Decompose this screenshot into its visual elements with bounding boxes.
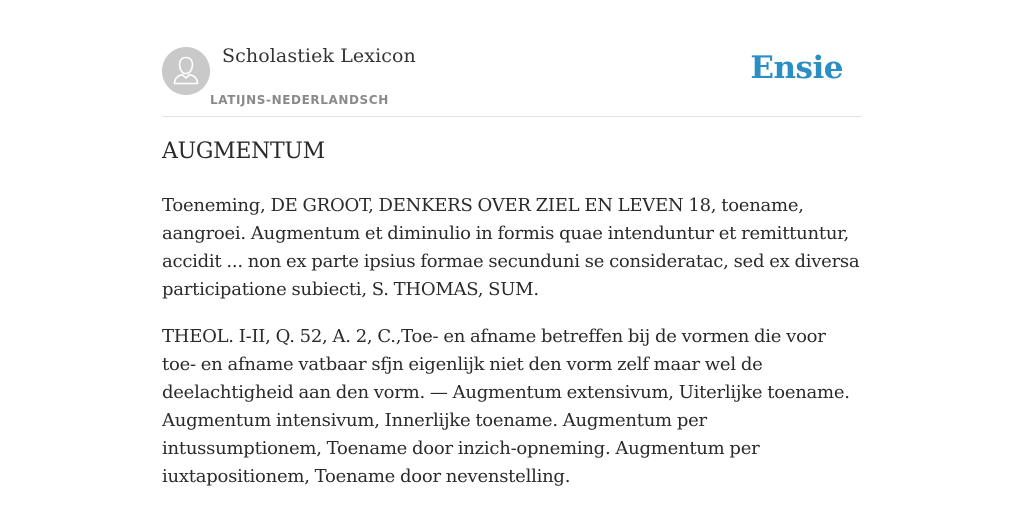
entry-paragraph: Toeneming, DE GROOT, DENKERS OVER ZIEL EN LEVEN 18, toename, aangroei. Augmentum et diminulio in formis quae intenduntur et remittuntur, accidit ... non ex parte ipsius formae secunduni se consideratac, sed ex diversa participatione subiecti, S. THOMAS, SUM.	[162, 195, 860, 300]
ensie-logo[interactable]: Ensie	[750, 50, 843, 86]
avatar[interactable]	[162, 47, 210, 95]
author-name[interactable]: Scholastiek Lexicon	[222, 45, 416, 67]
entry-paragraph: THEOL. I-II, Q. 52, A. 2, C.,Toe- en afname betreffen bij de vormen die voor toe- en afname vatbaar sfjn eigenlijk niet den vorm zelf maar wel de deelachtigheid aan den vorm. — Augmentum extensivum, Uiterlijke toename. Augmentum intensivum, Innerlijke toename. Augmentum per intussumptionem, Toename door inzich-opneming. Augmentum per iuxtapositionem, Toename door nevenstelling.	[162, 326, 850, 487]
entry-header	[162, 0, 862, 117]
entry-title: AUGMENTUM	[162, 139, 325, 164]
user-silhouette-icon	[162, 47, 210, 95]
dictionary-subtitle: LATIJNS-NEDERLANDSCH	[210, 93, 389, 107]
entry-body	[162, 192, 862, 510]
